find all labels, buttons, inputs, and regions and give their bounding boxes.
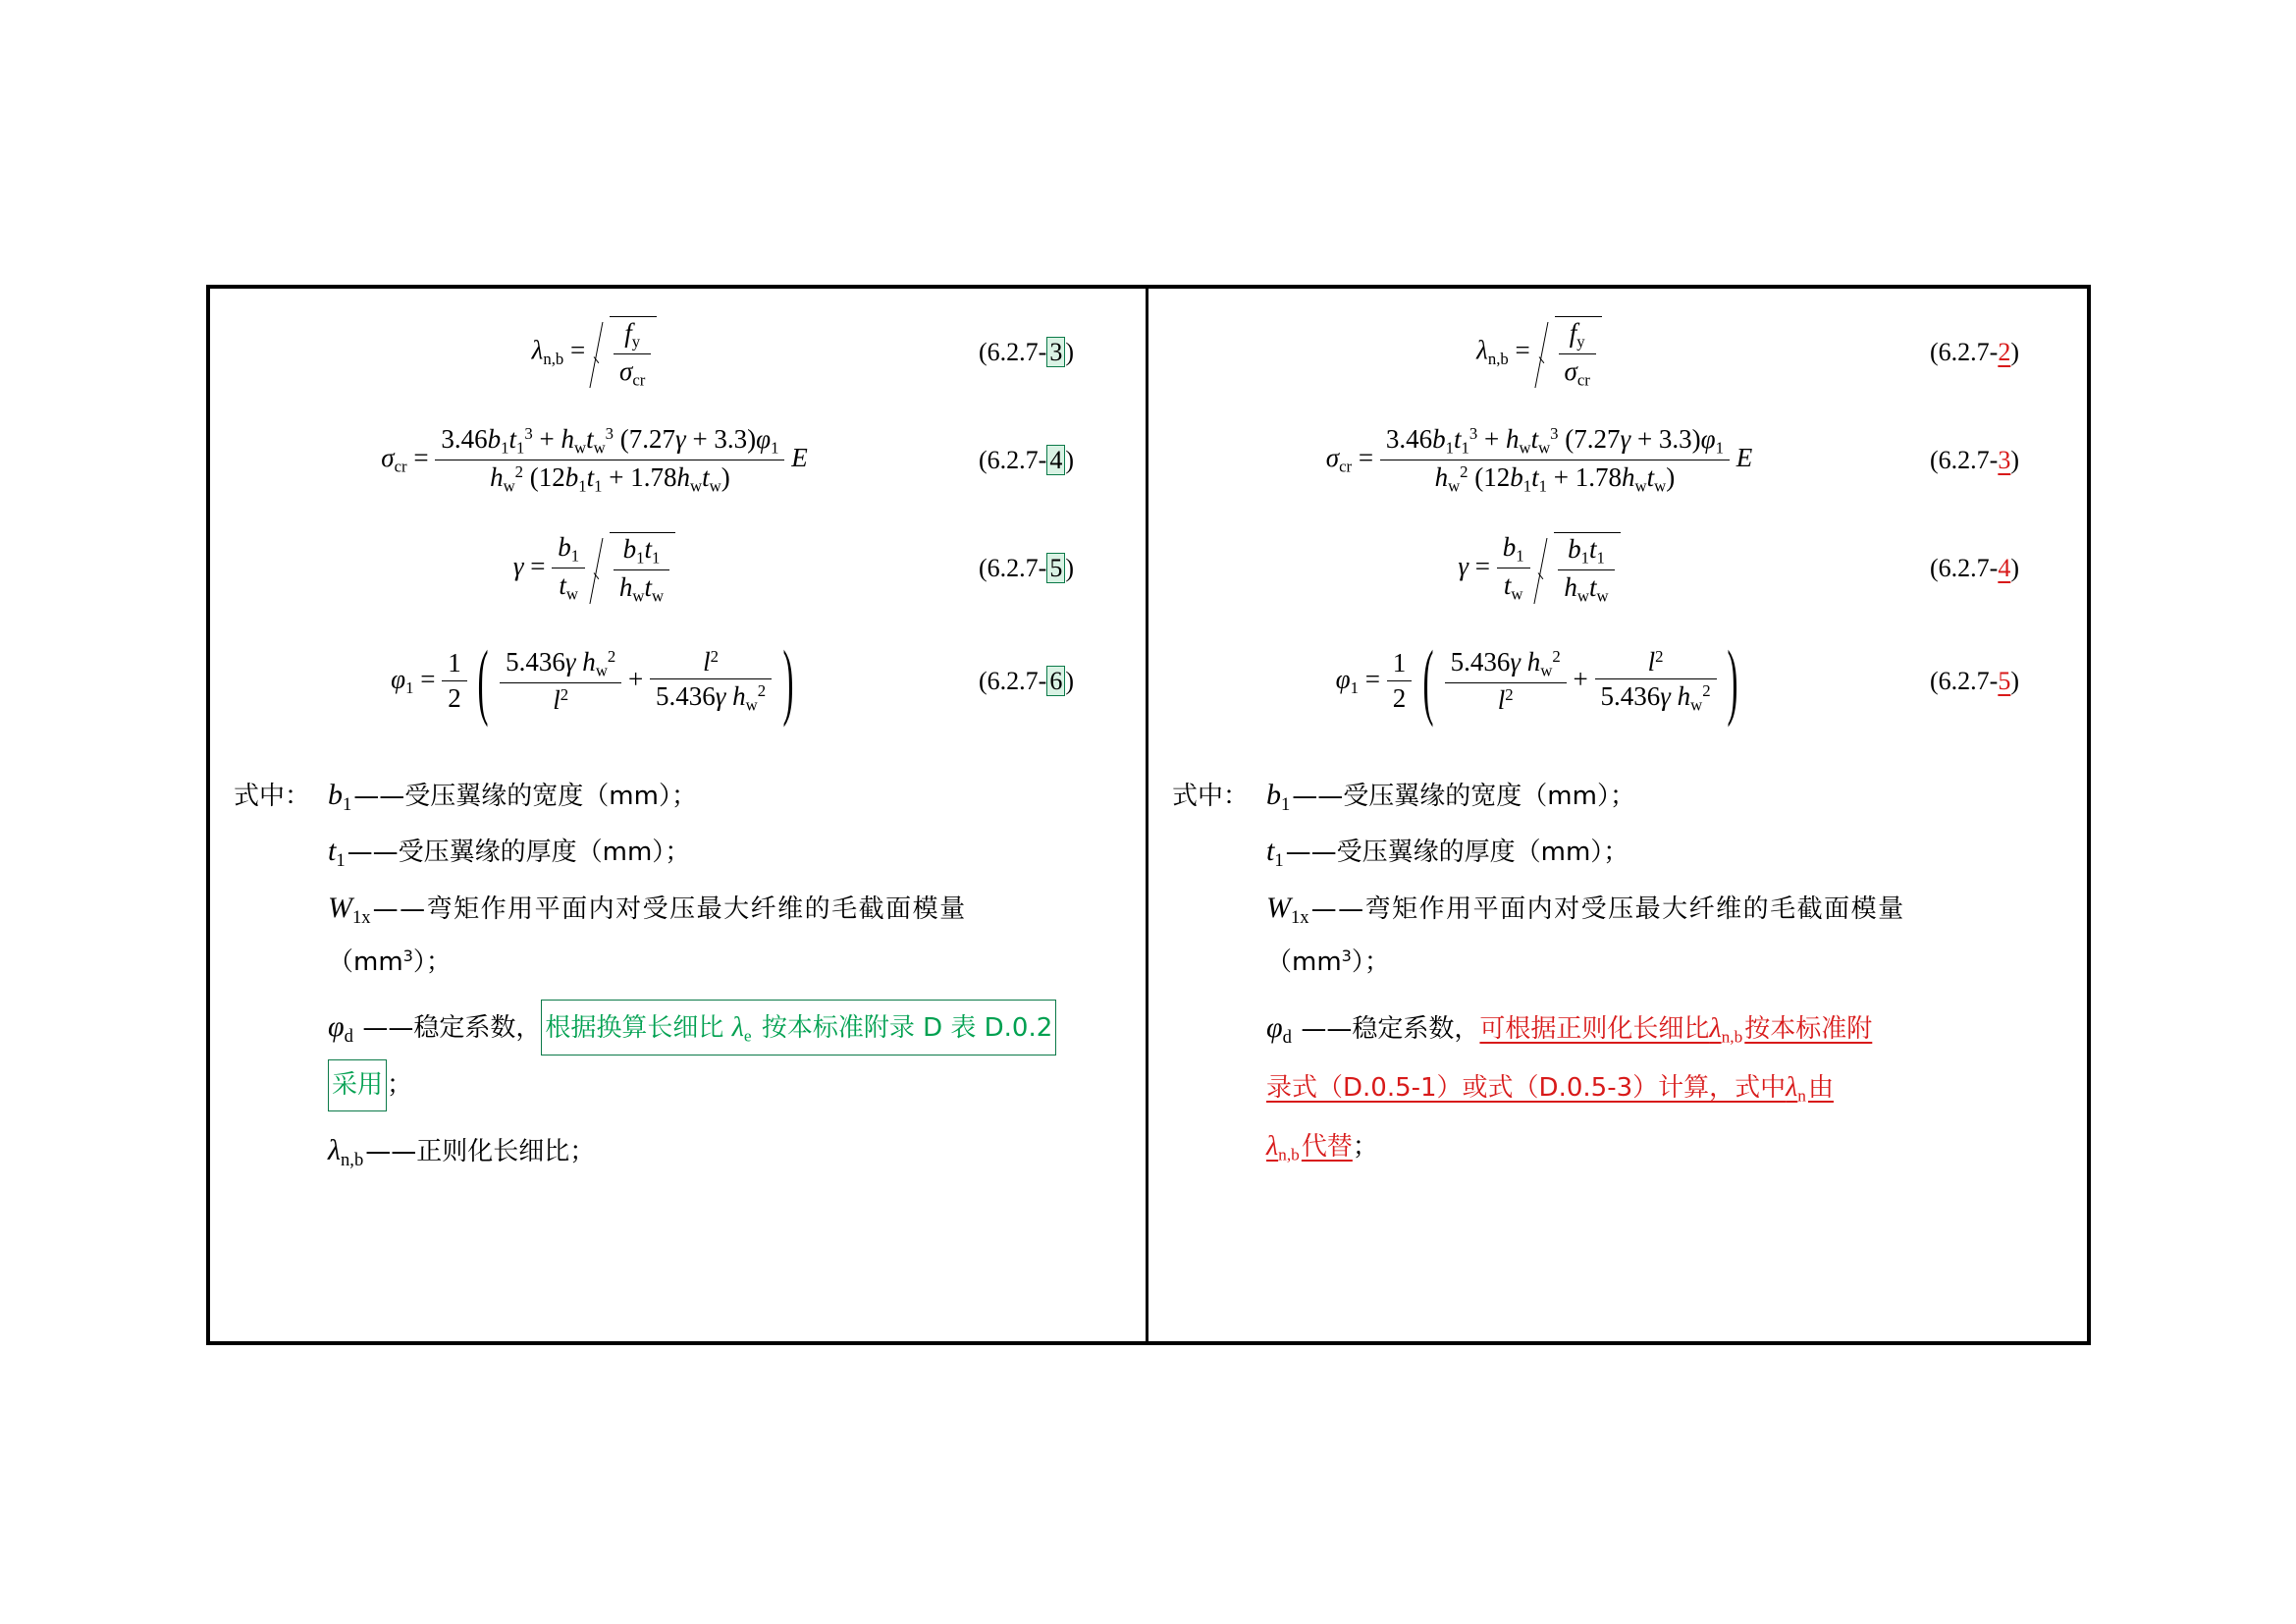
eqno-highlight: 5	[1046, 553, 1065, 583]
equation-1-number	[979, 338, 1146, 367]
eqno-suffix: )	[1065, 446, 1074, 474]
definitions-lead: 式中：	[1172, 782, 1250, 811]
definition-text: ——受压翼缘的厚度（mm）；	[347, 838, 691, 868]
equation-4-body	[210, 633, 979, 728]
equation-3-number	[979, 554, 1146, 583]
eqno-suffix: )	[1065, 554, 1074, 582]
revision-note-2: 按本标准附	[1744, 1013, 1873, 1044]
equation-row-3	[210, 514, 1146, 623]
equation-2-math: $\sigma_{cr}$ = $\frac{3.46b_1t_1^3 + h_wt_w^3 (7.27\gamma + 3.3)\varphi_1}{h_w^2 (12b_1t_1 + 1.78h_wt_w)}$ E	[1325, 424, 1753, 496]
eqno-suffix: )	[2010, 667, 2019, 695]
definition-symbol: $\varphi_d$	[1266, 1010, 1292, 1048]
definition-symbol: $t_1$	[328, 835, 346, 872]
revision-note-1: 可根据正则化长细比	[1479, 1013, 1710, 1044]
definition-item	[1172, 948, 2071, 976]
revision-note-2: 采用	[328, 1059, 387, 1111]
eqno-prefix: (6.2.7-	[1930, 338, 1999, 366]
definitions-left	[234, 780, 1130, 1192]
eqno-highlight: 5	[1998, 667, 2011, 695]
definition-symbol: $t_1$	[1266, 835, 1284, 872]
equation-2-math: $\sigma_{cr}$ = $\frac{3.46b_1t_1^3 + h_wt_w^3 (7.27\gamma + 3.3)\varphi_1}{h_w^2 (12b_1t_1 + 1.78h_wt_w)}$ E	[381, 424, 808, 496]
equation-2-body	[1148, 425, 1930, 496]
definition-symbol: $W_{1x}$	[328, 891, 371, 928]
equation-2-number	[1930, 446, 2087, 475]
definition-text: $(mm^3)$；	[1266, 947, 1390, 978]
equation-4-math: $\varphi_1$ = $\frac{1}{2}$ ( $\frac{5.436\gamma h_w^2}{l^2}$ + $\frac{l^2}{5.436\gamma h_w^2}$ )	[391, 633, 794, 728]
eqno-prefix: (6.2.7-	[979, 338, 1047, 366]
equation-4-number	[1930, 667, 2087, 696]
equation-3-body	[210, 532, 979, 606]
eqno-prefix: (6.2.7-	[1930, 446, 1999, 474]
equation-1-number	[1930, 338, 2087, 367]
equation-3-math: γ = $\frac{b_1}{t_w}$ $\frac{b_1t_1}{h_wt_w}$	[513, 532, 675, 606]
equation-row-2	[210, 406, 1146, 514]
eqno-prefix: (6.2.7-	[979, 667, 1047, 695]
definition-tail: ；	[1352, 1131, 1378, 1162]
equation-row-1	[1148, 298, 2087, 406]
document-page	[206, 285, 2091, 1345]
equation-1-math: $\lambda_{n,b}$ = $\frac{f_y}{\sigma_{cr}}$	[532, 316, 658, 390]
definition-item	[234, 836, 1130, 870]
eqno-suffix: )	[1065, 667, 1074, 695]
equation-1-math: $\lambda_{n,b}$ = $\frac{f_y}{\sigma_{cr}}$	[1476, 316, 1602, 390]
definition-symbol: $b_1$	[1266, 779, 1291, 815]
definition-text: ——受压翼缘的宽度（mm）；	[353, 782, 697, 811]
revision-note-4: 由	[1807, 1072, 1834, 1103]
equation-row-3	[1148, 514, 2087, 623]
equation-2-number	[979, 446, 1146, 475]
definition-text: ——弯矩作用平面内对受压最大纤维的毛截面模量	[1310, 893, 1905, 924]
equation-2-body	[210, 425, 979, 496]
eqno-suffix: )	[2010, 554, 2019, 582]
eqno-suffix: )	[2010, 446, 2019, 474]
definition-item	[1172, 893, 2071, 927]
equation-1-body	[210, 316, 979, 390]
definition-item	[234, 948, 1130, 976]
definition-tail: ；	[387, 1069, 413, 1100]
equation-4-number	[979, 667, 1146, 696]
equation-row-4	[1148, 623, 2087, 740]
equation-row-1	[210, 298, 1146, 406]
equation-row-4	[210, 623, 1146, 740]
equation-3-math: γ = $\frac{b_1}{t_w}$ $\frac{b_1t_1}{h_wt_w}$	[1458, 532, 1620, 606]
definition-symbol: $\varphi_d$	[328, 1009, 353, 1047]
definition-item	[234, 893, 1130, 927]
eqno-suffix: )	[2010, 338, 2019, 366]
equation-3-body	[1148, 532, 1930, 606]
definition-text: ——稳定系数，	[1301, 1013, 1480, 1044]
eqno-prefix: (6.2.7-	[1930, 667, 1999, 695]
equation-3-number	[1930, 554, 2087, 583]
definition-text: ——受压翼缘的厚度（mm）；	[1285, 838, 1629, 868]
definition-item	[234, 780, 1130, 814]
definition-item	[234, 1135, 1130, 1169]
equation-1-body	[1148, 316, 1930, 390]
equation-4-body	[1148, 633, 1930, 728]
eqno-suffix: )	[1065, 338, 1074, 366]
definition-text: ——稳定系数，	[362, 1012, 542, 1043]
revision-note-1: 根据换算长细比 $\lambda_e$ 按本标准附录 D 表 D.0.2	[541, 1000, 1056, 1056]
definition-text: $(mm^3)$；	[328, 947, 452, 978]
eqno-highlight: 4	[1046, 445, 1065, 475]
definition-symbol: $b_1$	[328, 779, 352, 815]
definitions-right	[1172, 780, 2071, 1197]
definition-item	[1172, 836, 2071, 870]
eqno-highlight: 3	[1998, 446, 2011, 474]
eqno-prefix: (6.2.7-	[979, 446, 1047, 474]
definition-symbol: $W_{1x}$	[1266, 891, 1309, 928]
eqno-highlight: 3	[1046, 337, 1065, 367]
equation-row-2	[1148, 406, 2087, 514]
definition-text: ——受压翼缘的宽度（mm）；	[1292, 782, 1635, 811]
revision-note-3: 录式（D.0.5-1）或式（D.0.5-3）计算，式中	[1266, 1072, 1787, 1103]
column-right	[1148, 289, 2087, 1341]
eqno-prefix: (6.2.7-	[979, 554, 1047, 582]
eqno-highlight: 2	[1998, 338, 2011, 366]
definition-item-phi-d	[234, 999, 1130, 1112]
eqno-highlight: 6	[1046, 666, 1065, 696]
definition-text: ——弯矩作用平面内对受压最大纤维的毛截面模量	[372, 893, 967, 924]
definition-item-phi-d: $\varphi_d$ ——稳定系数，可根据正则化长细比$\lambda_{n,b}$按本标准附 录式（D.0.5-1）或式（D.0.5-3）计算，式中$\lambda_n$由 $\lambda_{n,b}$代替；	[1266, 1010, 1873, 1164]
definition-item	[1172, 780, 2071, 814]
definitions-lead: 式中：	[234, 782, 311, 811]
revision-note-5: 代替	[1301, 1131, 1353, 1162]
column-left	[210, 289, 1148, 1341]
eqno-highlight: 4	[1998, 554, 2011, 582]
definition-text: ——正则化长细比；	[365, 1137, 596, 1167]
definition-symbol: $\lambda_{n,b}$	[328, 1134, 364, 1171]
eqno-prefix: (6.2.7-	[1930, 554, 1999, 582]
equation-4-math: $\varphi_1$ = $\frac{1}{2}$ ( $\frac{5.436\gamma h_w^2}{l^2}$ + $\frac{l^2}{5.436\gamma h_w^2}$ )	[1335, 633, 1738, 728]
